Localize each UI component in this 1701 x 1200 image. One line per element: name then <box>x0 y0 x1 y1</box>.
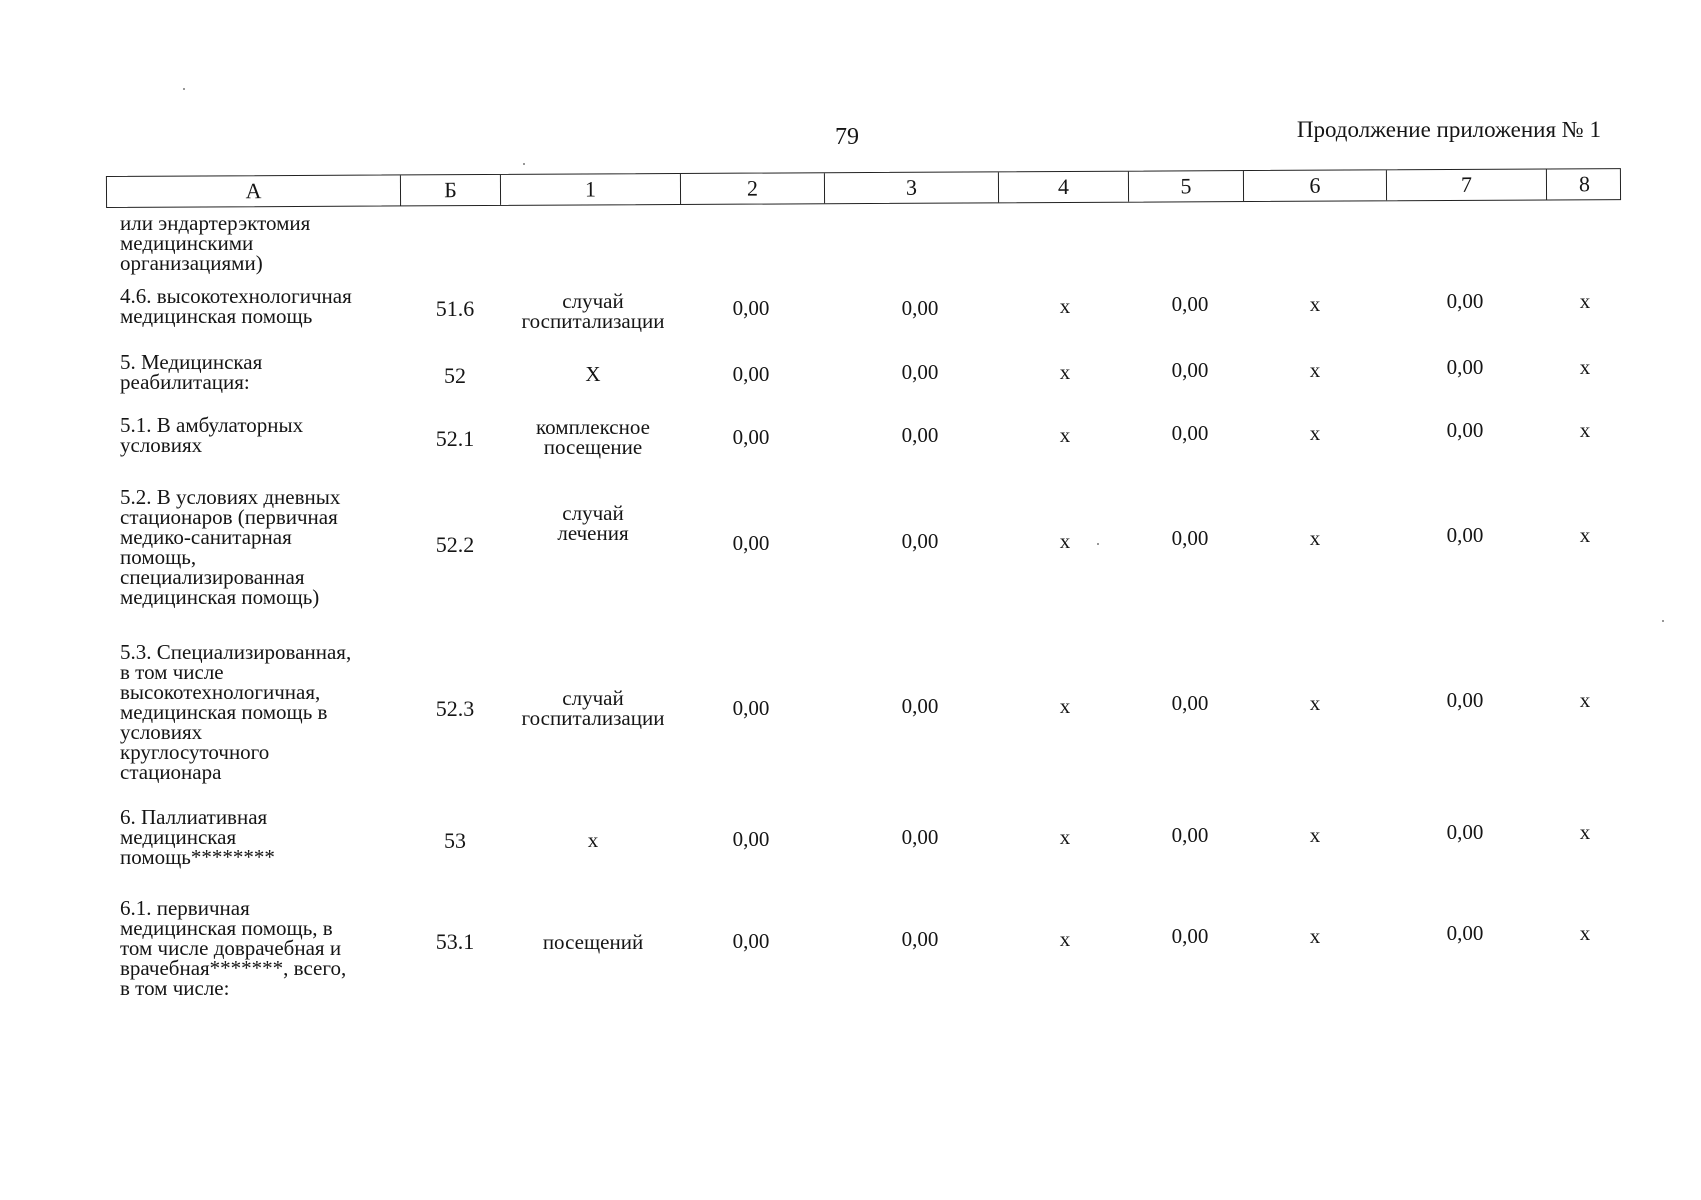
continuation-text: или эндартерэктомия медицинскими организациями) <box>120 211 311 275</box>
row-value-4: х <box>1059 423 1071 447</box>
page-number: 79 <box>835 124 859 150</box>
scan-speck <box>1097 543 1099 545</box>
header-cell-5: 5 <box>1129 171 1244 202</box>
row-value-7: 0,00 <box>1446 921 1484 945</box>
row-label: 5.1. В амбулаторных условиях <box>120 413 304 457</box>
row-value-6: х <box>1309 691 1321 715</box>
row-value-3: 0,00 <box>901 825 939 849</box>
header-cell-6: 6 <box>1244 170 1387 201</box>
row-code: 52.2 <box>435 532 475 557</box>
row-value-4: х <box>1059 529 1071 553</box>
row-value-6: х <box>1309 421 1321 445</box>
row-unit: посещений <box>542 930 644 954</box>
row-value-6: х <box>1309 924 1321 948</box>
row-value-3: 0,00 <box>901 423 939 447</box>
row-value-7: 0,00 <box>1446 523 1484 547</box>
header-cell-a: А <box>107 175 401 207</box>
row-label: 6. Паллиативная медицинская помощь******** <box>120 805 275 869</box>
row-label: 6.1. первичная медицинская помощь, в том числе доврачебная и врачебная*******, всего, в том числе: <box>120 896 347 1000</box>
header-cell-8: 8 <box>1578 171 1591 197</box>
row-value-2: 0,00 <box>732 929 770 953</box>
row-value-8: х <box>1579 289 1591 313</box>
row-value-4: х <box>1059 825 1071 849</box>
row-value-7: 0,00 <box>1446 355 1484 379</box>
header-cell-4: 4 <box>999 172 1129 203</box>
row-code: 52.1 <box>435 426 475 451</box>
row-value-3: 0,00 <box>901 360 939 384</box>
row-value-5: 0,00 <box>1171 292 1209 316</box>
row-value-4: х <box>1059 694 1071 718</box>
row-value-5: 0,00 <box>1171 421 1209 445</box>
row-value-7: 0,00 <box>1446 418 1484 442</box>
row-value-3: 0,00 <box>901 694 939 718</box>
row-value-4: х <box>1059 294 1071 318</box>
row-value-7: 0,00 <box>1446 820 1484 844</box>
row-value-5: 0,00 <box>1171 924 1209 948</box>
row-code: 52 <box>444 363 466 388</box>
row-value-6: х <box>1309 358 1321 382</box>
scan-speck <box>183 88 185 90</box>
scan-speck <box>523 163 525 165</box>
row-value-2: 0,00 <box>732 827 770 851</box>
row-code: 52.3 <box>435 696 475 721</box>
row-code: 51.6 <box>435 296 475 321</box>
row-value-5: 0,00 <box>1171 358 1209 382</box>
row-value-3: 0,00 <box>901 296 939 320</box>
row-unit: Х <box>585 362 601 386</box>
row-value-8: х <box>1579 921 1591 945</box>
row-value-6: х <box>1309 823 1321 847</box>
table-header-row <box>106 168 1621 208</box>
row-value-2: 0,00 <box>732 362 770 386</box>
header-cell-3: 3 <box>825 172 999 203</box>
row-label: 5.2. В условиях дневных стационаров (первичная медико-санитарная помощь, специализированная медицинская помощь) <box>120 485 341 609</box>
row-value-6: х <box>1309 526 1321 550</box>
row-value-4: х <box>1059 927 1071 951</box>
row-value-8: х <box>1579 523 1591 547</box>
row-value-8: х <box>1579 418 1591 442</box>
row-code: 53.1 <box>435 929 475 954</box>
row-label: 5. Медицинская реабилитация: <box>120 350 263 394</box>
row-value-2: 0,00 <box>732 696 770 720</box>
row-value-2: 0,00 <box>732 425 770 449</box>
row-label: 4.6. высокотехнологичная медицинская помощь <box>120 284 352 328</box>
header-cell-b: Б <box>401 175 501 206</box>
row-code: 53 <box>444 828 466 853</box>
row-value-4: х <box>1059 360 1071 384</box>
row-unit: случай госпитализации <box>521 289 665 333</box>
row-value-6: х <box>1309 292 1321 316</box>
row-value-5: 0,00 <box>1171 691 1209 715</box>
row-unit: х <box>587 828 599 852</box>
row-value-2: 0,00 <box>732 531 770 555</box>
row-value-3: 0,00 <box>901 927 939 951</box>
row-value-7: 0,00 <box>1446 289 1484 313</box>
row-value-2: 0,00 <box>732 296 770 320</box>
row-value-3: 0,00 <box>901 529 939 553</box>
header-cell-1: 1 <box>501 174 681 205</box>
appendix-continuation-note: Продолжение приложения № 1 <box>1296 117 1601 142</box>
header-cell-7: 7 <box>1387 169 1547 200</box>
row-label: 5.3. Специализированная, в том числе высокотехнологичная, медицинская помощь в условиях круглосуточного стационара <box>120 640 352 784</box>
row-value-5: 0,00 <box>1171 526 1209 550</box>
row-value-7: 0,00 <box>1446 688 1484 712</box>
row-value-8: х <box>1579 820 1591 844</box>
row-unit: случай госпитализации <box>521 686 665 730</box>
row-value-5: 0,00 <box>1171 823 1209 847</box>
row-value-8: х <box>1579 688 1591 712</box>
scan-speck <box>1662 620 1664 622</box>
row-value-8: х <box>1579 355 1591 379</box>
row-unit: случай лечения <box>557 501 629 545</box>
row-unit: комплексное посещение <box>536 415 650 459</box>
header-cell-2: 2 <box>681 173 825 204</box>
